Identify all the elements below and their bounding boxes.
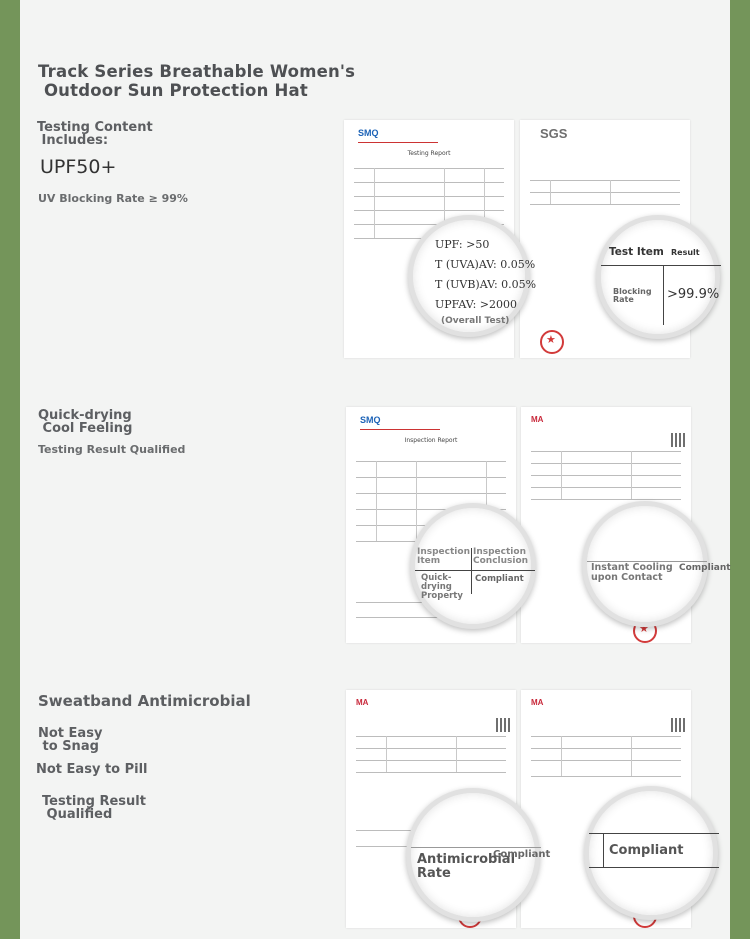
title-line-2: Outdoor Sun Protection Hat <box>38 81 308 100</box>
ma-logo: MA <box>531 698 544 707</box>
uvb-line: T (UVB)AV: 0.05% <box>435 278 537 291</box>
magnifier-antimicrobial <box>406 788 551 922</box>
product-title <box>38 62 355 100</box>
quick-drying-label: Quick-drying Property <box>421 573 463 601</box>
magnifier-instant-cooling <box>582 501 731 627</box>
red-stamp-icon <box>540 330 564 354</box>
magnifier-upf-results <box>408 215 537 337</box>
instant-cooling-value: Compliant <box>679 563 731 573</box>
antimicrobial-rate-label: Antimicrobial Rate <box>417 852 516 881</box>
section2-heading: Quick-drying Cool Feeling <box>38 408 133 436</box>
magnifier-blocking-rate <box>596 215 720 339</box>
not-easy-to-pill: Not Easy to Pill <box>36 762 148 777</box>
test-item-header: Test Item <box>609 246 664 258</box>
compliant-value: Compliant <box>609 843 684 858</box>
instant-cooling-label: Instant Cooling upon Contact <box>591 562 673 583</box>
ma-logo: MA <box>531 415 544 424</box>
magnifier-quick-drying <box>410 503 536 629</box>
sgs-logo: SGS <box>540 126 568 141</box>
ma-logo: MA <box>356 698 369 707</box>
uv-blocking-note: UV Blocking Rate ≥ 99% <box>38 192 188 205</box>
smq-logo: SMQ <box>360 415 381 425</box>
doc-title: Testing Report <box>407 150 451 157</box>
blocking-rate-value: >99.9% <box>667 287 720 302</box>
magnifier-compliant <box>584 786 718 920</box>
section2-note: Testing Result Qualified <box>38 443 186 456</box>
overall-test-caption: (Overall Test) <box>441 316 510 326</box>
qr-code-icon <box>671 433 685 447</box>
inspection-conclusion-header: Inspection Conclusion <box>473 547 529 566</box>
qr-code-icon <box>671 718 685 732</box>
section1-heading: Testing Content Includes: <box>37 120 153 148</box>
upfav-line: UPFAV: >2000 <box>435 298 517 311</box>
result-header: Result <box>671 248 700 257</box>
doc-title: Inspection Report <box>404 437 458 444</box>
section3-heading: Sweatband Antimicrobial <box>38 692 251 710</box>
upf-line: UPF: >50 <box>435 238 490 251</box>
section3-note: Testing Result Qualified <box>42 794 146 822</box>
uva-line: T (UVA)AV: 0.05% <box>435 258 536 271</box>
antimicrobial-value: Compliant <box>493 849 551 860</box>
blocking-rate-label: Blocking Rate <box>613 287 652 304</box>
not-easy-to-snag: Not Easy to Snag <box>38 726 103 754</box>
upf-value: UPF50+ <box>40 156 117 178</box>
qr-code-icon <box>496 718 510 732</box>
inspection-item-header: Inspection Item <box>417 547 470 566</box>
quick-drying-value: Compliant <box>475 574 524 584</box>
title-line-1: Track Series Breathable Women's <box>38 62 356 81</box>
smq-logo: SMQ <box>358 128 379 138</box>
